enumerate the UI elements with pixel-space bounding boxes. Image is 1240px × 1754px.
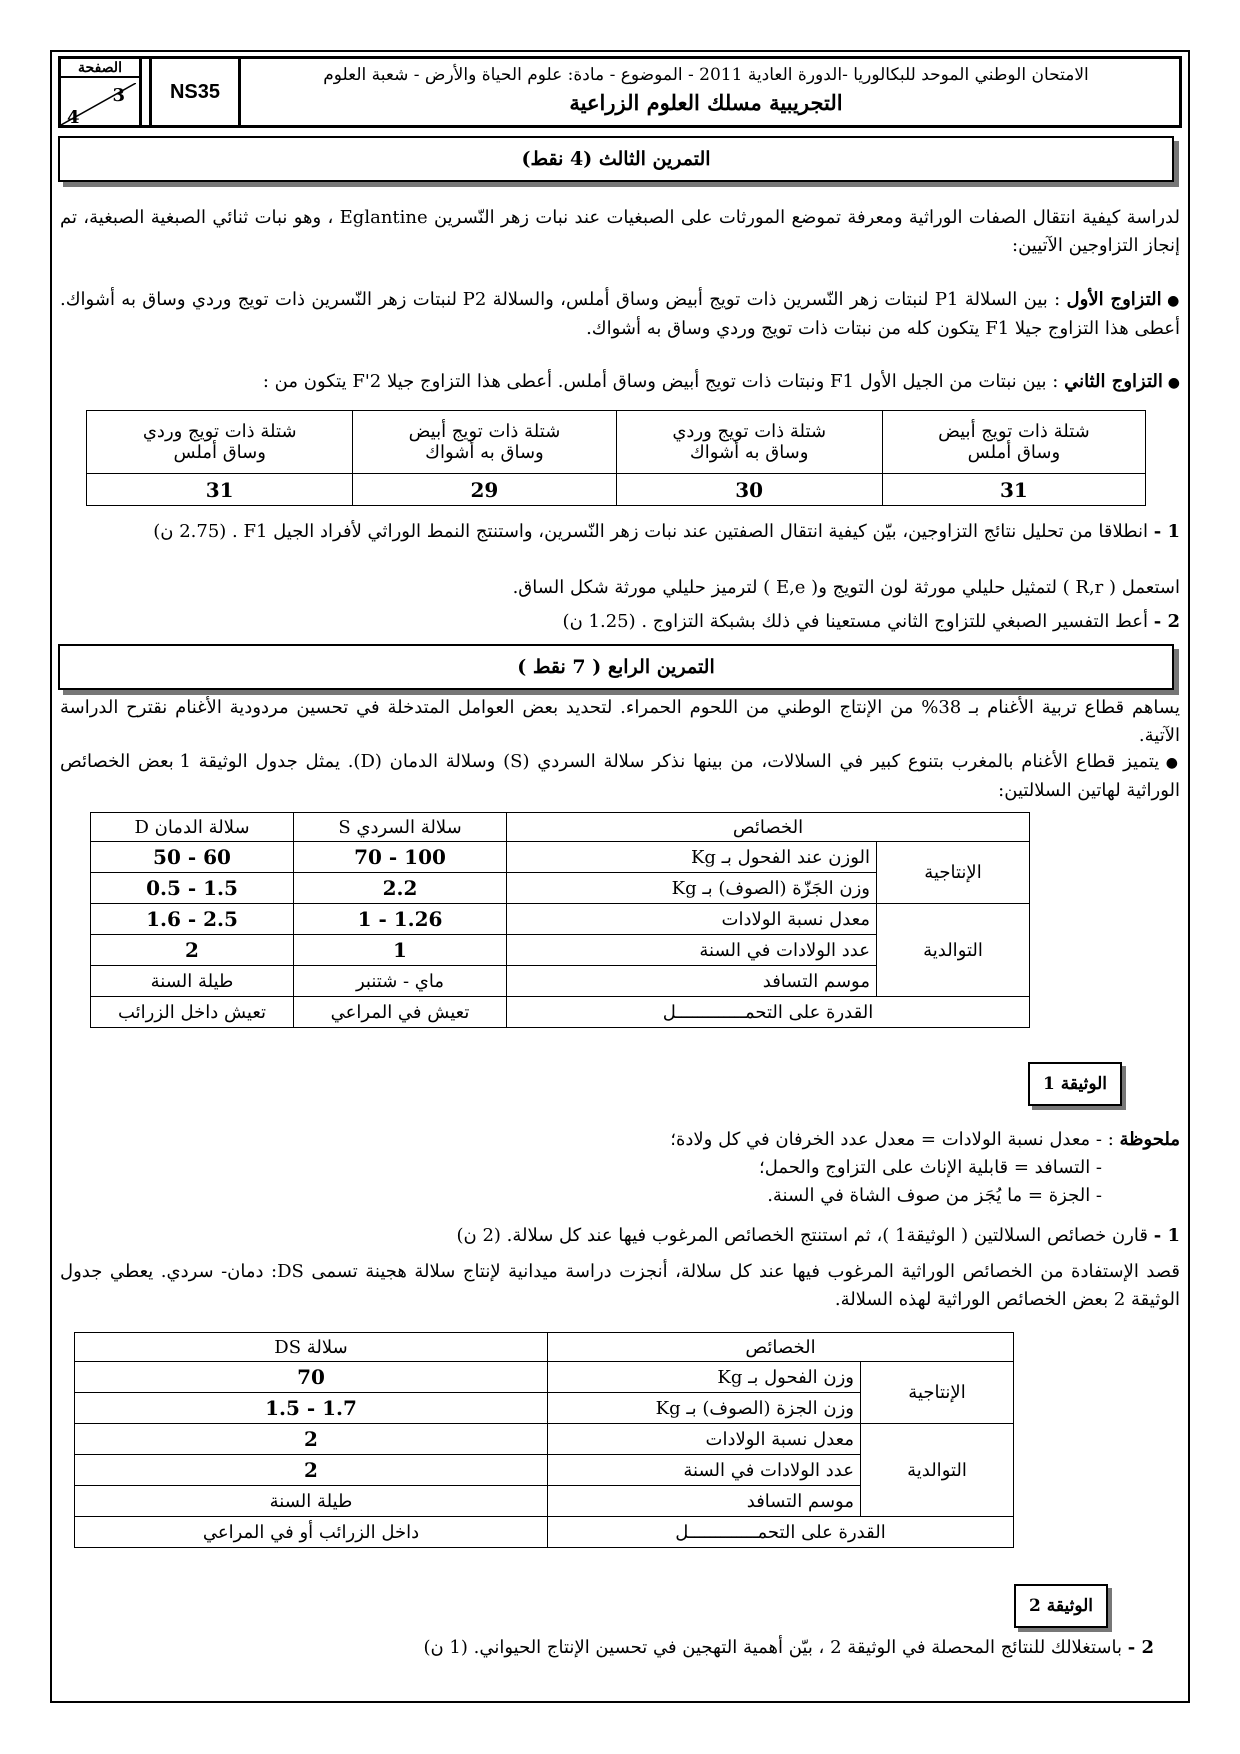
ex3-cross2 <box>60 368 1180 397</box>
question-text: أعط التفسير الصبغي للتزاوج الثاني مستعينا في ذلك بشبكة التزاوج . (1.25 ن) <box>562 611 1148 632</box>
exam-header <box>58 56 1182 128</box>
ds-value: داخل الزرائب أو في المراعي <box>75 1517 548 1548</box>
question-number: 1 - <box>1153 1225 1180 1246</box>
dman-value: طيلة السنة <box>91 966 294 997</box>
ex3-question-1-note: استعمل ( R,r ) لتمثيل حليلي مورثة لون التويج و( E,e ) لترميز حليلي مورثة شكل الساق. <box>512 577 1180 598</box>
dman-value: 2.5 - 1.6 <box>91 904 294 935</box>
document-1-table <box>90 812 1030 1028</box>
ex3-results-table <box>86 410 1146 506</box>
exercise-4-title <box>58 644 1174 690</box>
trait-cell: القدرة على التحمـــــــــــــل <box>548 1517 1014 1548</box>
trait-cell: موسم التسافد <box>507 966 877 997</box>
trait-cell: عدد الولادات في السنة <box>548 1455 861 1486</box>
table-header-cell: شتلة ذات تويج أبيض وساق أملس <box>882 411 1145 474</box>
table-value-cell: 29 <box>353 474 616 506</box>
sardi-value: ماي - شتنبر <box>294 966 507 997</box>
cross2-title: ● التزاوج الثاني <box>1064 371 1180 392</box>
group-reproduction: التوالدية <box>861 1424 1014 1517</box>
dman-value: 1.5 - 0.5 <box>91 873 294 904</box>
exercise-4-title-text: التمرين الرابع ( 7 نقط ) <box>517 656 715 678</box>
document-1-label: الوثيقة 1 <box>1028 1062 1122 1106</box>
table-header-cell: شتلة ذات تويج وردي وساق أملس <box>87 411 353 474</box>
ex4-para2: قصد الإستفادة من الخصائص الوراثية المرغوب فيها عند كل سلالة، أنجزت دراسة ميدانية لإنتاج سلالة هجينة تسمى DS: دمان- سردي. يعطي جدول الوثيقة 2 بعض الخصائص الوراثية لهذه السلالة. <box>60 1261 1180 1310</box>
table-value-cell: 30 <box>616 474 882 506</box>
group-productivity: الإنتاجية <box>877 842 1030 904</box>
ex4-bullet <box>60 748 1180 805</box>
ds-value: 70 <box>75 1362 548 1393</box>
sardi-value: 2.2 <box>294 873 507 904</box>
ds-value: 2 <box>75 1424 548 1455</box>
dman-value: تعيش داخل الزرائب <box>91 997 294 1028</box>
exercise-3-title-text: التمرين الثالث (4 نقط) <box>521 148 711 170</box>
sardi-value: 100 - 70 <box>294 842 507 873</box>
group-productivity: الإنتاجية <box>861 1362 1014 1424</box>
trait-cell: معدل نسبة الولادات <box>548 1424 861 1455</box>
trait-cell: معدل نسبة الولادات <box>507 904 877 935</box>
cross1-title: ● التزاوج الأول <box>1067 289 1180 310</box>
trait-cell: موسم التسافد <box>548 1486 861 1517</box>
ds-value: 1.7 - 1.5 <box>75 1393 548 1424</box>
ex3-cross1 <box>60 286 1180 343</box>
col-header-sardi: سلالة السردي S <box>294 813 507 842</box>
ex4-question-2 <box>60 1634 1154 1662</box>
cross2-text: : بين نبتات من الجيل الأول F1 ونبتات ذات تويج أبيض وساق أملس. أعطى هذا التزاوج جيلا F'2 يتكون من : <box>262 371 1059 392</box>
ex4-question-1 <box>60 1222 1180 1250</box>
dman-value: 2 <box>91 935 294 966</box>
table-value-cell: 31 <box>87 474 353 506</box>
trait-cell: وزن الفحول بـ Kg <box>548 1362 861 1393</box>
col-header-ds: سلالة DS <box>75 1333 548 1362</box>
header-title <box>241 61 1171 117</box>
col-header-dman: سلالة الدمان D <box>91 813 294 842</box>
note-item: - التسافد = قابلية الإناث على التزاوج والحمل؛ <box>759 1157 1102 1178</box>
page-number-box <box>61 59 142 128</box>
sardi-value: تعيش في المراعي <box>294 997 507 1028</box>
document-2-table <box>74 1332 1014 1548</box>
header-line2: التجريبية مسلك العلوم الزراعية <box>569 90 843 115</box>
question-number: 2 - <box>1153 611 1180 632</box>
trait-cell: وزن الجَزّة (الصوف) بـ Kg <box>507 873 877 904</box>
question-text: قارن خصائص السلالتين ( الوثيقة1 )، ثم استنتج الخصائص المرغوب فيها عند كل سلالة. (2 ن) <box>456 1225 1148 1246</box>
page-total: 4 <box>67 107 80 128</box>
question-text: باستغلالك للنتائج المحصلة في الوثيقة 2 ، بيّن أهمية التهجين في تحسين الإنتاج الحيواني. (1 ن) <box>423 1637 1122 1658</box>
ds-value: 2 <box>75 1455 548 1486</box>
notes-title: ملحوظة <box>1119 1129 1180 1150</box>
question-number: 2 - <box>1127 1637 1154 1658</box>
cross1-text: : بين السلالة P1 لنبتات زهر النّسرين ذات تويج أبيض وساق أملس، والسلالة P2 لنبتات زهر النّسرين ذات تويج وردي وساق به أشواك. أعطى هذا التزاوج جيلا F1 يتكون كله من نبتات ذات تويج وردي وساق به أشواك. <box>60 289 1180 339</box>
page-label: الصفحة <box>61 60 139 78</box>
table-value-cell: 31 <box>882 474 1145 506</box>
exam-code: NS35 <box>149 59 241 125</box>
note-item: - الجزة = ما يُجَز من صوف الشاة في السنة. <box>767 1185 1102 1206</box>
document-2-label: الوثيقة 2 <box>1014 1584 1108 1628</box>
note-item: : - معدل نسبة الولادات = معدل عدد الخرفان في كل ولادة؛ <box>670 1129 1114 1150</box>
question-number: 1 - <box>1153 521 1180 542</box>
ex3-intro: لدراسة كيفية انتقال الصفات الوراثية ومعرفة تموضع المورثات على الصبغيات عند نبات زهر النّسرين Eglantine ، وهو نبات ثنائي الصبغية الصبغية، تم إنجاز التزاوجين الآتيين: <box>60 207 1180 256</box>
exercise-3-title <box>58 136 1174 182</box>
trait-cell: عدد الولادات في السنة <box>507 935 877 966</box>
dman-value: 60 - 50 <box>91 842 294 873</box>
trait-cell: القدرة على التحمـــــــــــــل <box>507 997 1030 1028</box>
notes-block <box>60 1126 1180 1210</box>
ex4-bullet-text: ● يتميز قطاع الأغنام بالمغرب بتنوع كبير في السلالات، من بينها نذكر سلالة السردي (S) وسلالة الدمان (D). يمثل جدول الوثيقة 1 بعض الخصائص الوراثية لهاتين السلالتين: <box>60 751 1180 801</box>
table-header-cell: شتلة ذات تويج أبيض وساق به أشواك <box>353 411 616 474</box>
exam-page <box>50 50 1190 1703</box>
header-line1: الامتحان الوطني الموحد للبكالوريا -الدورة العادية 2011 - الموضوع - مادة: علوم الحياة والأرض - شعبة العلوم <box>323 65 1089 85</box>
ex3-question-2 <box>60 608 1180 636</box>
page-current: 3 <box>112 85 125 106</box>
col-header-traits: الخصائص <box>548 1333 1014 1362</box>
trait-cell: وزن الجزة (الصوف) بـ Kg <box>548 1393 861 1424</box>
ex4-intro: يساهم قطاع تربية الأغنام بـ 38% من الإنتاج الوطني من اللحوم الحمراء. لتحديد بعض العوامل المتدخلة في تحسين مردودية الأغنام نقترح الدراسة الآتية. <box>60 697 1180 746</box>
group-reproduction: التوالدية <box>877 904 1030 997</box>
ex3-question-1 <box>60 518 1180 546</box>
col-header-traits: الخصائص <box>507 813 1030 842</box>
trait-cell: الوزن عند الفحول بـ Kg <box>507 842 877 873</box>
sardi-value: 1 <box>294 935 507 966</box>
question-text: انطلاقا من تحليل نتائج التزاوجين، بيّن كيفية انتقال الصفتين عند نبات زهر النّسرين، واستنتج النمط الوراثي لأفراد الجيل F1 . (2.75 ن) <box>153 521 1148 542</box>
ds-value: طيلة السنة <box>75 1486 548 1517</box>
table-header-cell: شتلة ذات تويج وردي وساق به أشواك <box>616 411 882 474</box>
sardi-value: 1.26 - 1 <box>294 904 507 935</box>
